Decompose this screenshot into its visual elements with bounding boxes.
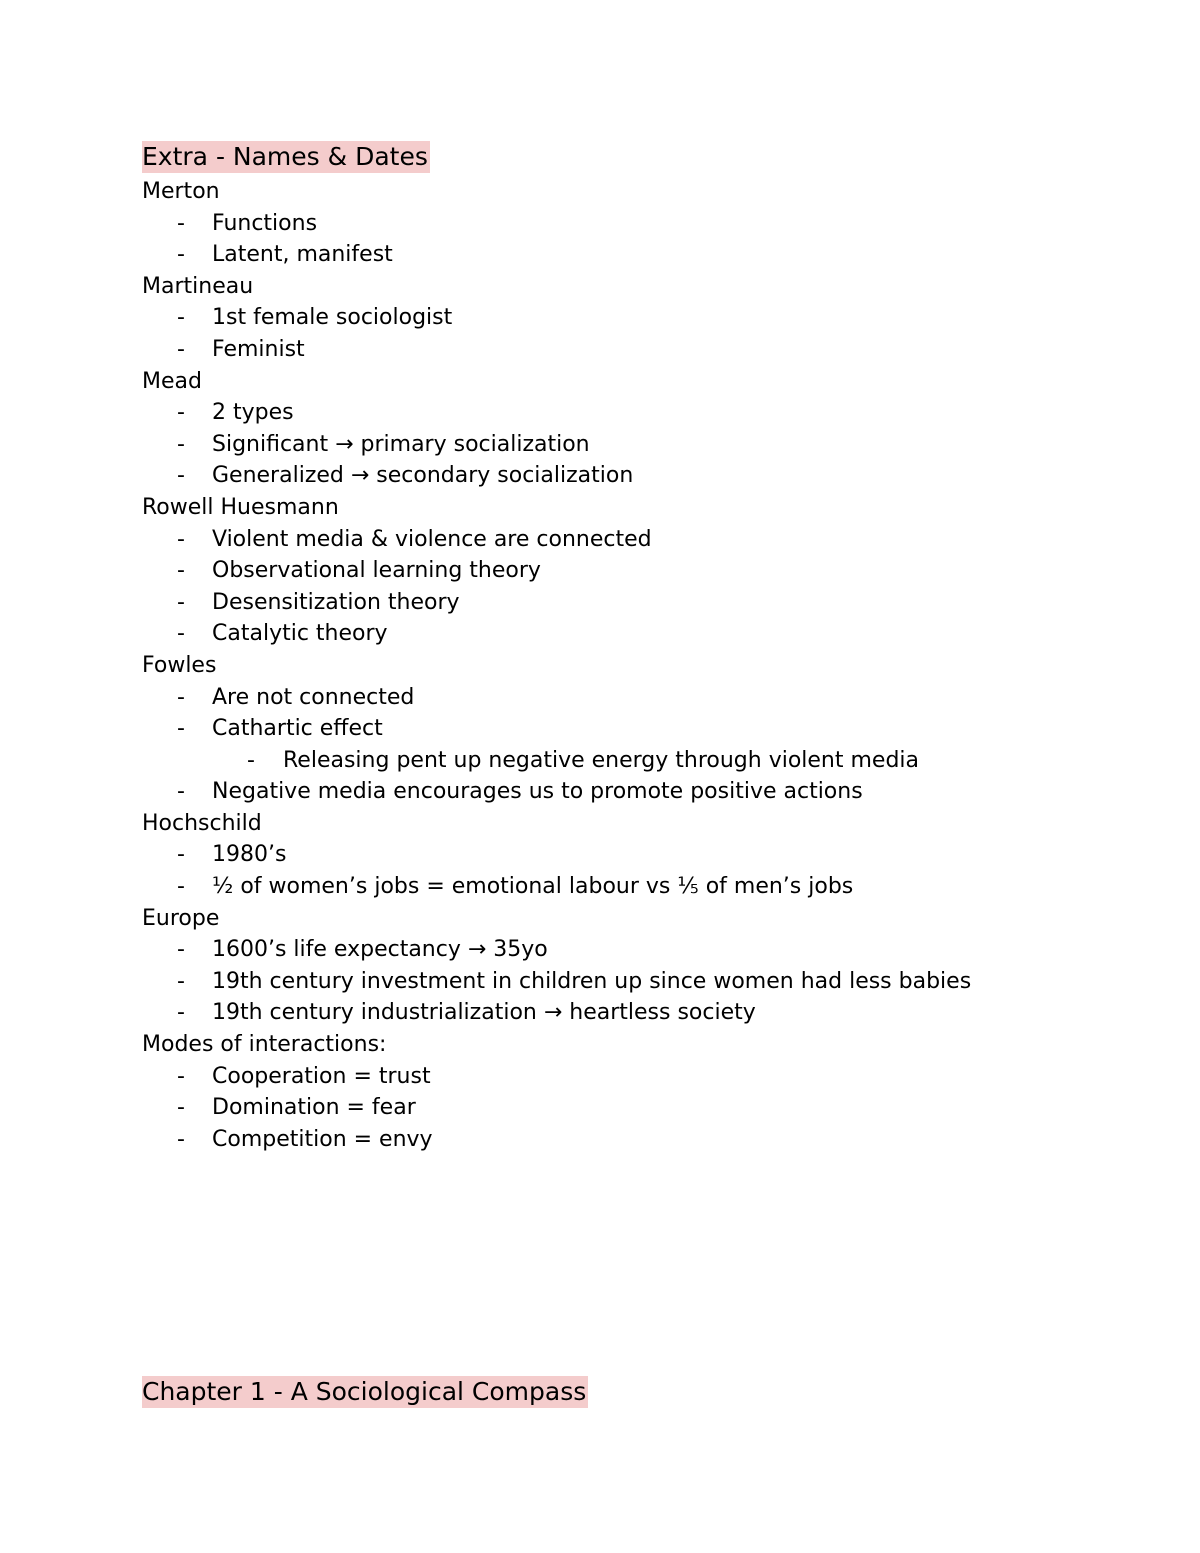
section-name: Modes of interactions: — [142, 1032, 387, 1058]
section-heading-extra: Extra - Names & Dates — [142, 142, 428, 171]
bullet-text: 1st female sociologist — [212, 305, 453, 331]
bullet-text: Desensitization theory — [212, 589, 460, 615]
bullet-dash: - — [177, 842, 185, 868]
bullet-dash: - — [177, 589, 185, 615]
bullet-dash: - — [177, 684, 185, 710]
bullet-item — [142, 839, 1142, 871]
bullet-item — [142, 397, 1142, 429]
bullet-text: Observational learning theory — [212, 558, 541, 584]
bullet-item — [142, 208, 1142, 240]
bullet-item — [142, 1061, 1142, 1093]
notes-list — [142, 176, 1142, 1155]
bullet-dash: - — [177, 242, 185, 268]
bullet-dash: - — [177, 1095, 185, 1121]
sub-bullet-item — [142, 745, 1142, 777]
bullet-item — [142, 776, 1142, 808]
bullet-text: Feminist — [212, 336, 305, 362]
bullet-dash: - — [177, 1000, 185, 1026]
bullet-text: 19th century industrialization → heartless society — [212, 1000, 756, 1026]
bullet-item — [142, 682, 1142, 714]
bullet-item — [142, 239, 1142, 271]
bullet-text: ½ of women’s jobs = emotional labour vs ⅕ of men’s jobs — [212, 874, 854, 900]
bullet-dash: - — [177, 305, 185, 331]
bullet-item — [142, 1124, 1142, 1156]
bullet-dash: - — [177, 526, 185, 552]
bullet-dash: - — [247, 747, 255, 773]
bullet-text: Are not connected — [212, 684, 415, 710]
section-name: Merton — [142, 179, 220, 204]
bullet-item — [142, 429, 1142, 461]
section-name: Hochschild — [142, 810, 262, 836]
bullet-dash: - — [177, 937, 185, 963]
bullet-text: Cathartic effect — [212, 716, 383, 742]
bullet-text: 2 types — [212, 400, 294, 426]
bullet-dash: - — [177, 716, 185, 742]
bullet-text: 1600’s life expectancy → 35yo — [212, 937, 548, 963]
section-name: Martineau — [142, 273, 254, 299]
bullet-text: Releasing pent up negative energy through violent media — [283, 747, 920, 773]
bullet-text: Violent media & violence are connected — [212, 526, 652, 552]
bullet-text: Generalized → secondary socialization — [212, 463, 634, 489]
bullet-text: 1980’s — [212, 842, 287, 868]
bullet-item — [142, 618, 1142, 650]
bullet-item — [142, 555, 1142, 587]
bullet-dash: - — [177, 336, 185, 362]
bullet-text: 19th century investment in children up since women had less babies — [212, 968, 972, 994]
bullet-text: Cooperation = trust — [212, 1063, 431, 1089]
bullet-item — [142, 934, 1142, 966]
section-name: Europe — [142, 905, 220, 931]
bullet-text: Negative media encourages us to promote positive actions — [212, 779, 863, 805]
bullet-text: Catalytic theory — [212, 621, 388, 647]
bullet-item — [142, 334, 1142, 366]
bullet-item — [142, 460, 1142, 492]
bullet-dash: - — [177, 968, 185, 994]
bullet-dash: - — [177, 558, 185, 584]
bullet-item — [142, 713, 1142, 745]
bullet-dash: - — [177, 1126, 185, 1152]
bullet-text: Significant → primary socialization — [212, 431, 590, 457]
section-name: Rowell Huesmann — [142, 494, 339, 520]
bullet-item — [142, 1092, 1142, 1124]
bullet-dash: - — [177, 463, 185, 489]
bullet-item — [142, 587, 1142, 619]
bullet-item — [142, 524, 1142, 556]
bullet-dash: - — [177, 621, 185, 647]
bullet-dash: - — [177, 874, 185, 900]
section-name: Mead — [142, 368, 202, 394]
bullet-text: Functions — [212, 210, 318, 236]
bullet-dash: - — [177, 431, 185, 457]
bullet-text: Latent, manifest — [212, 242, 393, 268]
section-name: Fowles — [142, 652, 217, 678]
bullet-text: Domination = fear — [212, 1095, 416, 1121]
bullet-dash: - — [177, 210, 185, 236]
bullet-item — [142, 997, 1142, 1029]
bullet-item — [142, 966, 1142, 998]
bullet-text: Competition = envy — [212, 1126, 433, 1152]
bullet-item — [142, 302, 1142, 334]
bullet-dash: - — [177, 779, 185, 805]
section-heading-chapter-1: Chapter 1 - A Sociological Compass — [142, 1377, 587, 1406]
bullet-item — [142, 871, 1142, 903]
bullet-dash: - — [177, 1063, 185, 1089]
bullet-dash: - — [177, 400, 185, 426]
